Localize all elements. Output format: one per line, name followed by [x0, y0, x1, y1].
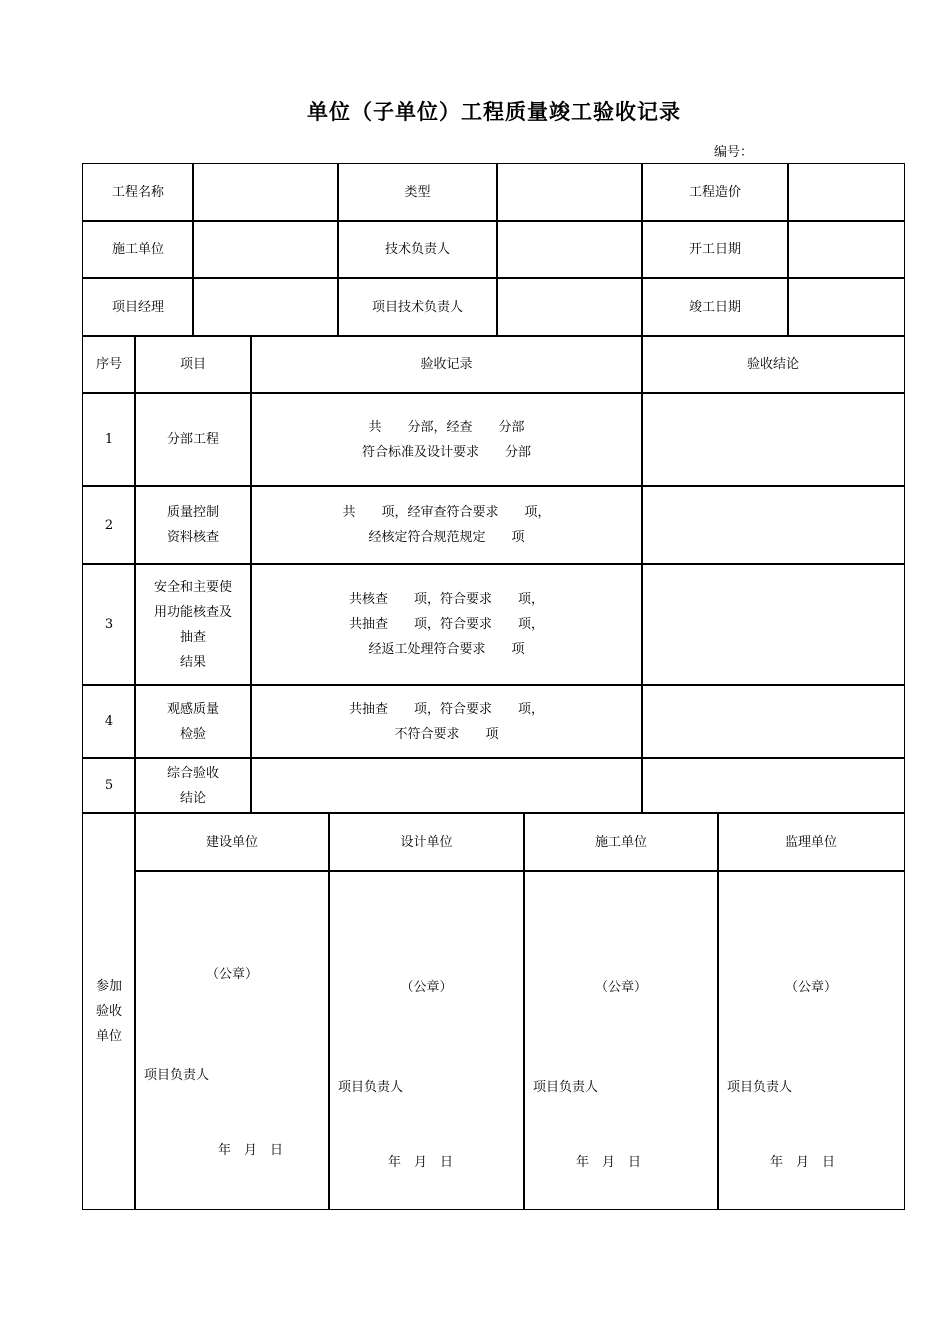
- project-tech-lead-label: 项目技术负责人: [337, 277, 498, 337]
- date-label: 年 月 日: [388, 1155, 454, 1170]
- row-3-seq: 3: [82, 563, 136, 686]
- project-manager-label: 项目经理: [82, 277, 194, 337]
- project-manager-value: [192, 277, 339, 337]
- seal-label: （公章）: [784, 980, 837, 995]
- row-1-seq: 1: [82, 392, 136, 487]
- doc-number-label: 编号：: [714, 145, 754, 160]
- project-cost-label: 工程造价: [641, 163, 789, 222]
- row-2-conclusion: [641, 485, 905, 565]
- row-4-record-line: 共抽查 项，符合要求 项，: [348, 701, 544, 717]
- start-date-label: 开工日期: [641, 220, 789, 279]
- row-1-conclusion: [641, 392, 905, 487]
- responsible-label: 项目负责人: [144, 1068, 210, 1083]
- row-2-record: [250, 485, 643, 565]
- row-3-conclusion: [641, 563, 905, 686]
- row-3-record-line: 经返工处理符合要求 项: [368, 642, 525, 657]
- row-2-record-line: 经核定符合规范规定 项: [368, 530, 525, 545]
- row-4-item-line: 观感质量: [166, 701, 219, 717]
- unit-name-construction: 建设单位: [134, 812, 330, 872]
- row-1-item-line: 分部工程: [166, 432, 219, 447]
- unit-name-design: 设计单位: [328, 812, 525, 872]
- responsible-label: 项目负责人: [338, 1080, 404, 1095]
- row-4-item: [134, 684, 252, 759]
- sign-cell-construction: [134, 870, 330, 1210]
- row-2-record-line: 共 项，经审查符合要求 项，: [342, 505, 551, 520]
- responsible-label: 项目负责人: [533, 1080, 599, 1095]
- row-3-item-line: 结果: [179, 654, 206, 670]
- row-4-seq: 4: [82, 684, 136, 759]
- completion-date-label: 竣工日期: [641, 277, 789, 337]
- row-3-record-line: 共核查 项，符合要求 项，: [348, 592, 544, 607]
- project-name-label: 工程名称: [82, 163, 194, 222]
- row-5-conclusion: [641, 757, 905, 814]
- row-5-record: [250, 757, 643, 814]
- construction-unit-value: [192, 220, 339, 279]
- type-value: [496, 163, 643, 222]
- row-2-item-line: 资料核查: [166, 530, 219, 545]
- project-tech-lead-value: [496, 277, 643, 337]
- start-date-value: [787, 220, 905, 279]
- tech-lead-label: 技术负责人: [337, 220, 498, 279]
- row-4-conclusion: [641, 684, 905, 759]
- row-5-seq: 5: [82, 757, 136, 814]
- unit-name-supervision: 监理单位: [717, 812, 905, 872]
- participants-label-line: 验收: [95, 1003, 122, 1019]
- row-1-item: [134, 392, 252, 487]
- participants-label-line: 参加: [95, 978, 122, 994]
- responsible-label: 项目负责人: [727, 1080, 793, 1095]
- row-2-item-line: 质量控制: [166, 505, 219, 520]
- date-label: 年 月 日: [770, 1155, 836, 1170]
- type-label: 类型: [337, 163, 498, 222]
- sign-cell-supervision: [717, 870, 905, 1210]
- seal-label: （公章）: [594, 980, 647, 995]
- row-4-record: [250, 684, 643, 759]
- item-header: 项目: [134, 335, 252, 394]
- date-label: 年 月 日: [218, 1143, 284, 1158]
- participants-label-line: 单位: [95, 1028, 122, 1044]
- participants-label: [82, 812, 136, 1210]
- row-5-item: [134, 757, 252, 814]
- row-3-item-line: 用功能核查及: [153, 604, 232, 620]
- row-5-item-line: 结论: [179, 790, 206, 806]
- row-1-record: [250, 392, 643, 487]
- construction-unit-label: 施工单位: [82, 220, 194, 279]
- page-title: 单位（子单位）工程质量竣工验收记录: [307, 100, 681, 124]
- row-2-seq: 2: [82, 485, 136, 565]
- tech-lead-value: [496, 220, 643, 279]
- unit-name-contractor: 施工单位: [523, 812, 719, 872]
- completion-date-value: [787, 277, 905, 337]
- row-1-record-line: 符合标准及设计要求 分部: [361, 444, 531, 460]
- conclusion-header: 验收结论: [641, 335, 905, 394]
- seal-label: （公章）: [205, 967, 258, 982]
- row-3-item-line: 抽查: [179, 629, 206, 645]
- row-5-item-line: 综合验收: [166, 765, 219, 781]
- sign-cell-contractor: [523, 870, 719, 1210]
- row-3-item-line: 安全和主要使: [153, 579, 232, 595]
- date-label: 年 月 日: [576, 1155, 642, 1170]
- project-cost-value: [787, 163, 905, 222]
- row-4-record-line: 不符合要求 项: [394, 726, 499, 742]
- seal-label: （公章）: [400, 980, 453, 995]
- row-4-item-line: 检验: [179, 726, 206, 742]
- row-1-record-line: 共 分部，经查 分部: [368, 419, 525, 435]
- project-name-value: [192, 163, 339, 222]
- seq-header: 序号: [82, 335, 136, 394]
- sign-cell-design: [328, 870, 525, 1210]
- row-3-record: [250, 563, 643, 686]
- row-3-record-line: 共抽查 项，符合要求 项，: [348, 617, 544, 632]
- row-2-item: [134, 485, 252, 565]
- row-3-item: [134, 563, 252, 686]
- record-header: 验收记录: [250, 335, 643, 394]
